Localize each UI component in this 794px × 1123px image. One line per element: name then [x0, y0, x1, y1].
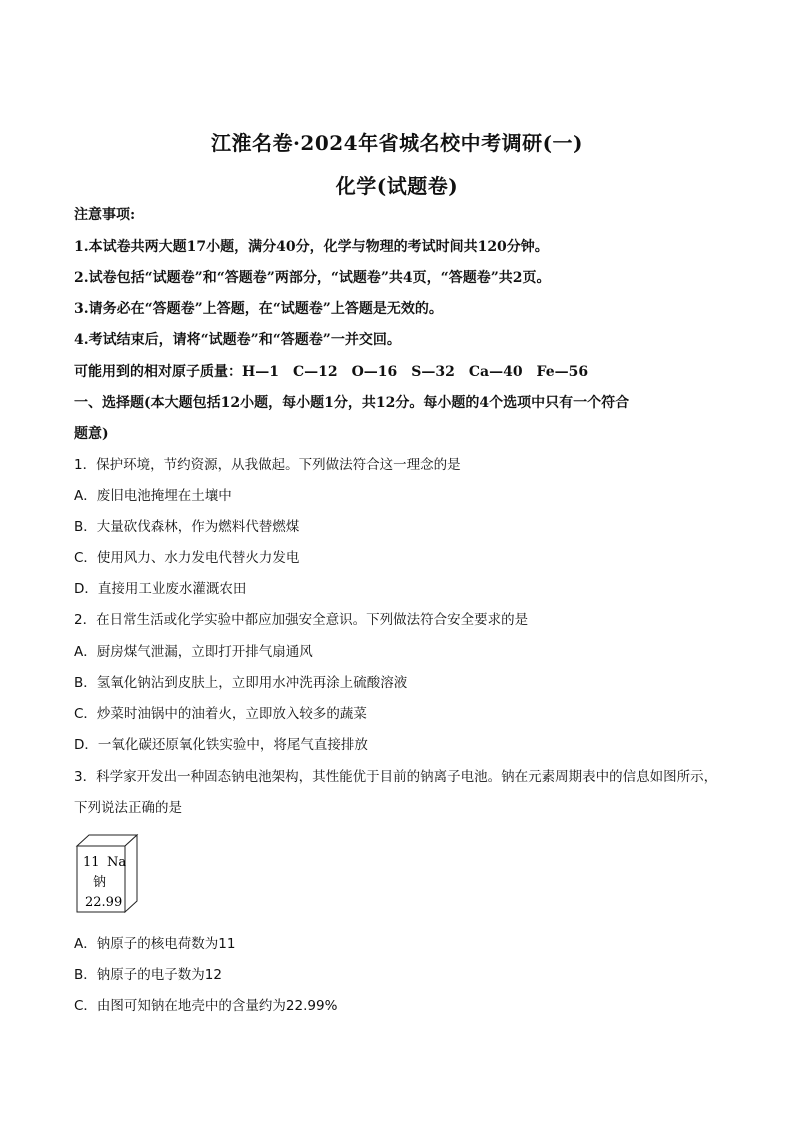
question-2-option-c: C．炒菜时油锅中的油着火，立即放入较多的蔬菜 [74, 706, 367, 722]
question-2-stem: 2．在日常生活或化学实验中都应加强安全意识。下列做法符合安全要求的是 [74, 612, 529, 628]
notice-item-2: 2.试卷包括“试题卷”和“答题卷”两部分，“试题卷”共4页，“答题卷”共2页。 [74, 270, 551, 286]
question-3-option-c: C．由图可知钠在地壳中的含量约为22.99% [74, 998, 338, 1014]
question-2-option-d: D．一氧化碳还原氧化铁实验中，将尾气直接排放 [74, 737, 368, 753]
notice-item-4: 4.考试结束后，请将“试题卷”和“答题卷”一并交回。 [74, 332, 401, 348]
notice-heading: 注意事项: [74, 207, 136, 223]
element-atomic-mass: 22.99 [85, 895, 123, 910]
question-2-option-a: A．厨房煤气泄漏，立即打开排气扇通风 [74, 644, 313, 660]
section-heading-line1: 一、选择题(本大题包括12小题，每小题1分，共12分。每小题的4个选项中只有一个符合 [74, 395, 630, 411]
question-1-option-b: B．大量砍伐森林，作为燃料代替燃煤 [74, 519, 300, 535]
notice-item-3: 3.请务必在“答题卷”上答题，在“试题卷”上答题是无效的。 [74, 301, 443, 317]
question-1-option-d: D．直接用工业废水灌溉农田 [74, 581, 247, 597]
question-1-option-a: A．废旧电池掩埋在土壤中 [74, 488, 232, 504]
question-3-option-b: B．钠原子的电子数为12 [74, 967, 222, 983]
question-3-option-a: A．钠原子的核电荷数为11 [74, 936, 236, 952]
cube-side-face [125, 835, 137, 912]
atomic-masses: 可能用到的相对原子质量：H—1 C—12 O—16 S—32 Ca—40 Fe—56 [74, 364, 589, 380]
element-cube-figure [74, 832, 140, 914]
question-2-option-b: B．氢氧化钠沾到皮肤上，立即用水冲洗再涂上硫酸溶液 [74, 675, 408, 691]
question-1-stem: 1．保护环境，节约资源，从我做起。下列做法符合这一理念的是 [74, 457, 461, 473]
element-atomic-number: 11 [83, 855, 100, 870]
notice-item-1: 1.本试卷共两大题17小题，满分40分，化学与物理的考试时间共120分钟。 [74, 239, 549, 255]
page-title: 江淮名卷·2024年省城名校中考调研(一) [210, 131, 584, 155]
question-3-stem-line2: 下列说法正确的是 [74, 800, 182, 816]
section-heading-line2: 题意) [74, 426, 109, 442]
element-name: 钠 [93, 875, 107, 890]
element-symbol: Na [107, 855, 127, 870]
question-1-option-c: C．使用风力、水力发电代替火力发电 [74, 550, 300, 566]
question-3-stem-line1: 3．科学家开发出一种固态钠电池架构，其性能优于目前的钠离子电池。钠在元素周期表中的信息如图所示， [74, 769, 718, 785]
page-subtitle: 化学(试题卷) [335, 174, 459, 198]
